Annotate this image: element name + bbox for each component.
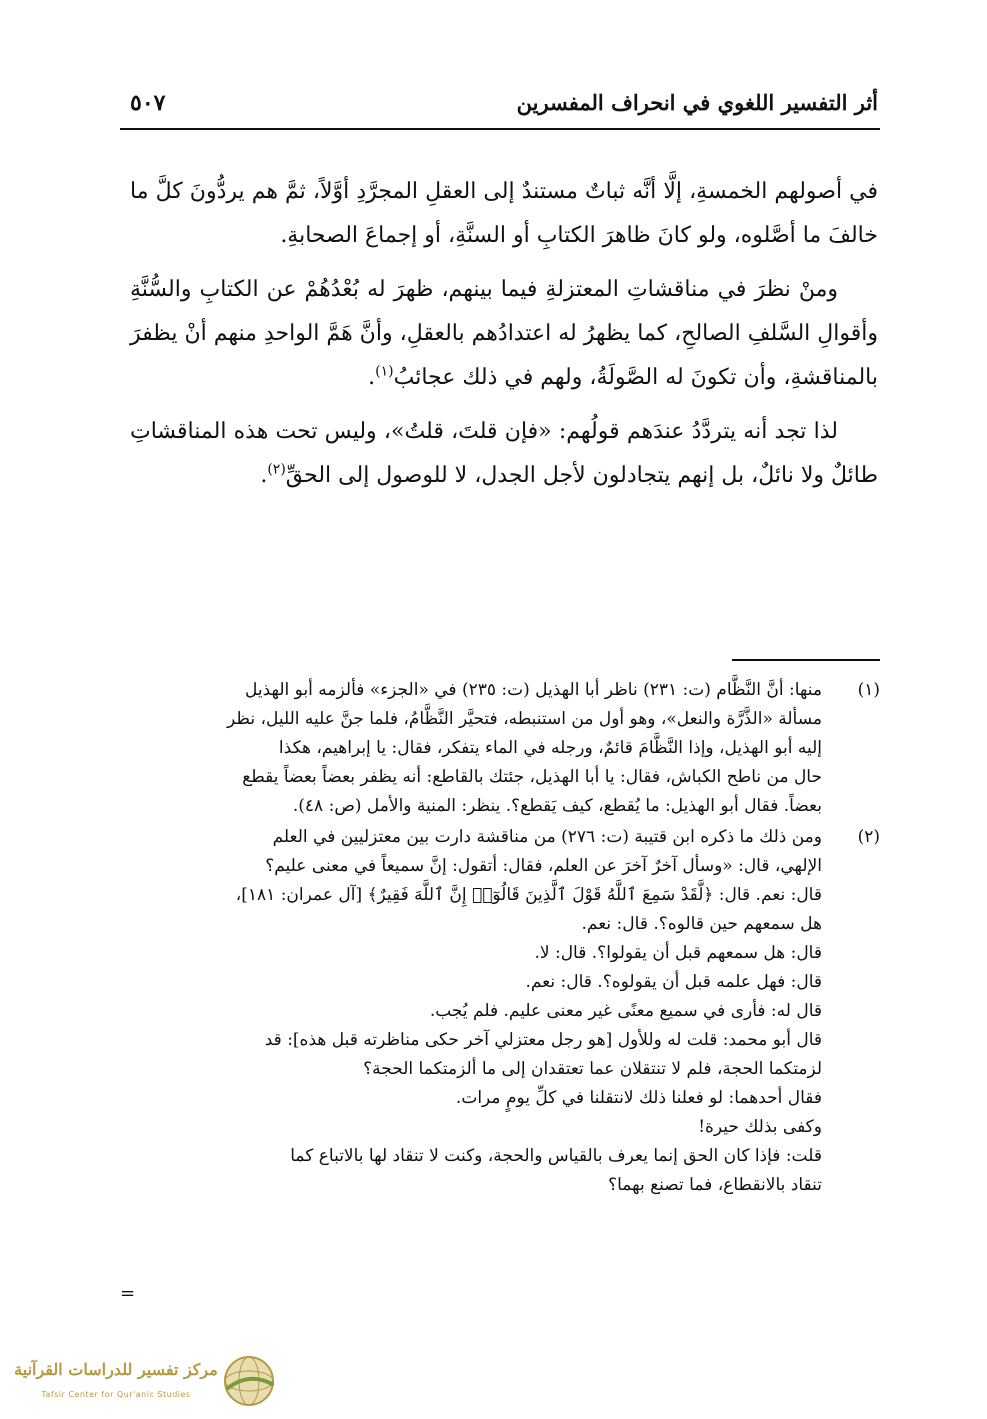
footnote-line: قال أبو محمد: قلت له وللأول [هو رجل معتزلي آخر حكى مناظرته قبل هذه]: قد [264,1030,822,1050]
paragraph-3 [130,410,878,498]
footnote-line: فقال أحدهما: لو فعلنا ذلك لانتقلنا في كلِّ يومٍ مرات. [455,1088,822,1108]
footnote-line: حال من ناطح الكباش، فقال: يا أبا الهذيل، جئتك بالقاطع: أنه يظفر بعضاً بعضاً يقطع [242,767,822,787]
tafsir-globe-logo-icon [222,1354,276,1408]
footnote-line: مسألة «الذَّرَّة والنعل»، وهو أول من استنبطه، فتحيَّر النَّظَّامُ، فلما جنَّ عليه الليل، نظر [227,709,822,729]
footnote-line: قال: فهل علمه قبل أن يقولوه؟. قال: نعم. [525,972,822,992]
logo-arabic-text: مركز تفسير للدراسات القرآنية [14,1360,218,1379]
paragraph-1-text: في أصولهم الخمسةِ، إلَّا أنَّه ثباتٌ مستندٌ إلى العقلِ المجرَّدِ أوَّلاً، ثمَّ هم يردُّونَ كلَّ ما خالفَ ما أصَّلوه، ولو كانَ ظاهرَ الكتابِ أو السنَّةِ، أو إجماعَ الصحابةِ. [130,179,878,248]
footnote-line: تنقاد بالانقطاع، فما تصنع بهما؟ [608,1175,822,1195]
footnote-line: ومن ذلك ما ذكره ابن قتيبة (ت: ٢٧٦) من مناقشة دارت بين معتزليين في العلم [272,827,822,847]
paragraph-1 [130,170,878,258]
footnote-1-number: (١) [857,680,880,700]
tafsir-center-logo [10,1352,280,1412]
paragraph-2-end: . [368,365,376,390]
footnote-line: هل سمعهم حين قالوه؟. قال: نعم. [581,914,822,934]
footnotes [130,676,880,1202]
footnote-1 [130,676,880,821]
paragraph-2-text: ومنْ نظرَ في مناقشاتِ المعتزلةِ فيما بينهم، ظهرَ له بُعْدُهُمْ عن الكتابِ والسُّنَّةِ وأقوالِ السَّلفِ الصالحِ، كما يظهرُ له اعتدادُهم بالعقلِ، وأنَّ هَمَّ الواحدِ منهم أنْ يظفرَ بالمناقشةِ، وأن تكونَ له الصَّولَةُ، ولهم في ذلك عجائبُ [130,277,878,390]
footnote-ref-1[interactable]: (١) [375,363,394,380]
footnote-line: منها: أنَّ النَّظَّام (ت: ٢٣١) ناظر أبا الهذيل (ت: ٢٣٥) في «الجزء» فألزمه أبو الهذيل [244,680,822,700]
footnote-line: لزمتكما الحجة، فلم لا تنتقلان عما تعتقدان إلى ما ألزمتكما الحجة؟ [363,1059,822,1079]
logo-english-text: Tafsir Center for Qur'anic Studies [41,1390,191,1399]
paragraph-3-end: . [260,463,268,488]
paragraph-2 [130,268,878,400]
footnote-line: وكفى بذلك حيرة! [698,1117,822,1137]
paragraph-3-text: لذا تجد أنه يتردَّدُ عندَهم قولُهم: «فإن قلتَ، قلتُ»، وليس تحت هذه المناقشاتِ طائلٌ ولا نائلٌ، بل إنهم يتجادلون لأجل الجدل، لا للوصول إلى الحقِّ [130,419,878,488]
footnote-line: قال: نعم. قال: ﴿لَّقَدْ سَمِعَ ٱللَّهُ قَوْلَ ٱلَّذِينَ قَالُوٓا۟ إِنَّ ٱللَّهَ فَقِيرٌ﴾ [آل عمران: ١٨١]، [235,885,822,905]
footnote-divider [732,659,880,661]
header-divider [120,128,880,130]
continuation-mark: = [120,1283,136,1304]
footnote-line: قال: هل سمعهم قبل أن يقولوا؟. قال: لا. [534,943,822,963]
page-number: ٥٠٧ [130,90,166,116]
footnote-2-number: (٢) [857,827,880,847]
footnote-line: بعضاً. فقال أبو الهذيل: ما يُقطع، كيف يَقطع؟. ينظر: المنية والأمل (ص: ٤٨). [292,796,822,816]
main-text [130,170,878,508]
footnote-line: قال له: فأرى في سميع معنًى غير معنى عليم. فلم يُجب. [429,1001,822,1021]
footnote-line: الإلهي، قال: «وسأل آخرٌ آخرَ عن العلم، فقال: أتقول: إنَّ سميعاً في معنى عليم؟ [265,856,822,876]
footnote-line: قلت: فإذا كان الحق إنما يعرف بالقياس والحجة، وكنت لا تنقاد لها بالاتباع كما [290,1146,822,1166]
footnote-line: إليه أبو الهذيل، وإذا النَّظَّامَ قائمٌ، ورجله في الماء يتفكر، فقال: يا إبراهيم، هكذا [278,738,822,758]
footnote-ref-2[interactable]: (٢) [267,461,286,478]
page-header [130,90,878,126]
header-title: أثر التفسير اللغوي في انحراف المفسرين [516,90,878,115]
footnote-2 [130,823,880,1200]
